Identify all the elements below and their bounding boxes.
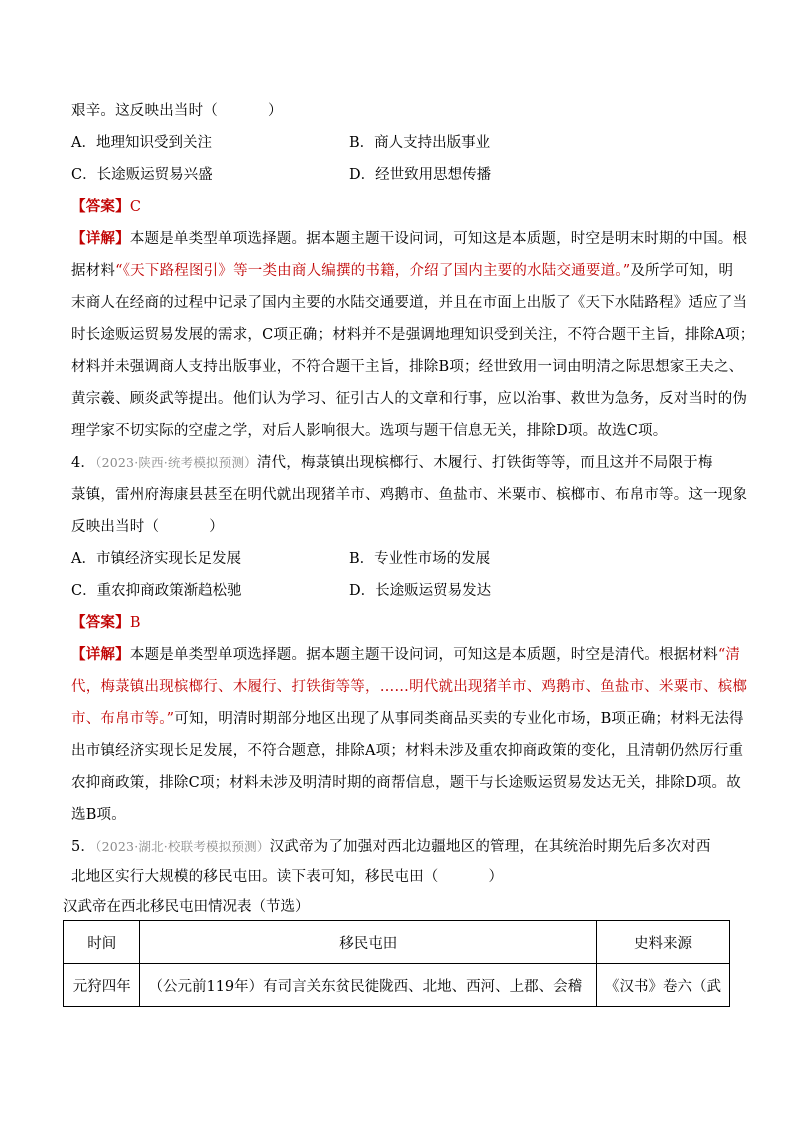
table-cell: 《汉书》卷六（武 [596,964,729,1007]
question-text: 清代，梅菉镇出现槟榔行、木履行、打铁街等等，而且这并不局限于梅 [256,455,713,471]
table-header-cell: 时间 [64,921,140,964]
detail-quote: 市、布帛市等。” [71,711,175,727]
q3-option-b: B．商人支持出版事业 [349,135,491,151]
q5-stem-line-1 [71,836,711,858]
detail-quote: “《天下路程图引》等一类由商人编撰的书籍，介绍了国内主要的水陆交通要道。” [115,263,631,279]
q4-detail-line-2: 代，梅菉镇出现槟榔行、木履行、打铁街等等，……明代就出现猪羊市、鸡鹅市、鱼盐市、米粟市、槟榔 [71,679,748,695]
q4-detail-line-5: 农抑商政策，排除C项；材料未涉及明清时期的商帮信息，题干与长途贩运贸易发达无关，排除D项。故 [71,775,741,791]
table-header-row [64,921,730,964]
table-cell: 元狩四年 [64,964,140,1007]
answer-value: B [129,615,141,631]
q3-option-a: A．地理知识受到关注 [71,135,212,151]
question-text: 汉武帝为了加强对西北边疆地区的管理，在其统治时期先后多次对西 [269,839,711,855]
q3-option-d: D．经世致用思想传播 [349,167,492,183]
q3-detail-line-7: 理学家不切实际的空虚之学，对后人影响很大。选项与题干信息无关，排除D项。故选C项。 [71,423,668,439]
detail-quote: “清 [717,647,741,663]
detail-text: 及所学可知，明 [630,263,734,279]
q4-option-d: D．长途贩运贸易发达 [349,583,492,599]
table-header-cell: 移民屯田 [140,921,597,964]
q3-option-c: C．长途贩运贸易兴盛 [71,167,213,183]
question-source: （2023·湖北·校联考模拟预测） [95,839,270,854]
q4-detail-line-6: 选B项。 [71,807,126,823]
detail-text: 据材料 [71,263,116,279]
question-close: ） [209,519,224,535]
question-text: 北地区实行大规模的移民屯田。读下表可知，移民屯田（ [71,869,439,885]
q3-detail-line-3: 末商人在经商的过程中记录了国内主要的水陆交通要道，并且在市面上出版了《天下水陆路程》适应了当 [71,295,748,311]
q4-detail-line-1 [71,644,740,666]
q4-answer [71,612,141,634]
q3-stem-end [71,100,283,122]
question-source: （2023·陕西·统考模拟预测） [95,455,257,470]
detail-label: 【详解】 [71,230,130,247]
q4-option-c: C．重农抑商政策渐趋松驰 [71,583,242,599]
q4-option-a: A．市镇经济实现长足发展 [71,551,241,567]
q3-answer [71,196,141,218]
q4-stem-line-1 [71,452,713,474]
q3-detail-line-6: 黄宗羲、顾炎武等提出。他们认为学习、征引古人的文章和行事，应以治事、救世为急务，反对当时的伪 [71,391,748,407]
answer-value: C [129,199,142,215]
question-number: 5． [71,839,96,855]
migration-table [63,920,730,1007]
q3-stem-close: ） [268,103,283,119]
q3-detail-line-5: 材料并未强调商人支持出版事业，不符合题干主旨，排除B项；经世致用一词由明清之际思想家王夫之、 [71,359,744,375]
q4-stem-line-2: 菉镇，雷州府海康县甚至在明代就出现猪羊市、鸡鹅市、鱼盐市、米粟市、槟榔市、布帛市等。这一现象 [71,487,748,503]
table-row [64,964,730,1007]
q4-stem-line-3 [71,516,224,538]
answer-label: 【答案】 [71,614,130,631]
q3-detail-line-2 [71,260,733,282]
q4-detail-line-4: 出市镇经济实现长足发展，不符合题意，排除A项；材料未涉及重农抑商政策的变化，且清朝仍然厉行重 [71,743,744,759]
detail-text: 本题是单类型单项选择题。据本题主题干设问词，可知这是本质题，时空是明末时期的中国。根 [129,231,748,247]
q3-detail-line-4: 时长途贩运贸易发展的需求，C项正确；材料并不是强调地理知识受到关注，不符合题干主旨，排除A项； [71,327,755,343]
q5-stem-line-2 [71,866,503,888]
table-header-cell: 史料来源 [596,921,729,964]
detail-text: 本题是单类型单项选择题。据本题主题干设问词，可知这是本质题，时空是清代。根据材料 [129,647,718,663]
question-number: 4． [71,455,96,471]
detail-label: 【详解】 [71,646,130,663]
q4-detail-line-3 [71,708,744,730]
detail-text: 可知，明清时期部分地区出现了从事同类商品买卖的专业化市场，B项正确；材料无法得 [174,711,744,727]
table-caption: 汉武帝在西北移民屯田情况表（节选） [63,899,310,915]
answer-label: 【答案】 [71,198,130,215]
q3-stem-text: 艰辛。这反映出当时（ [71,103,218,119]
question-close: ） [488,869,504,885]
table-cell: （公元前119年）有司言关东贫民徙陇西、北地、西河、上郡、会稽 [140,964,597,1007]
q4-option-b: B．专业性市场的发展 [349,551,491,567]
q3-detail-line-1 [71,228,747,250]
question-text: 反映出当时（ [71,519,160,535]
